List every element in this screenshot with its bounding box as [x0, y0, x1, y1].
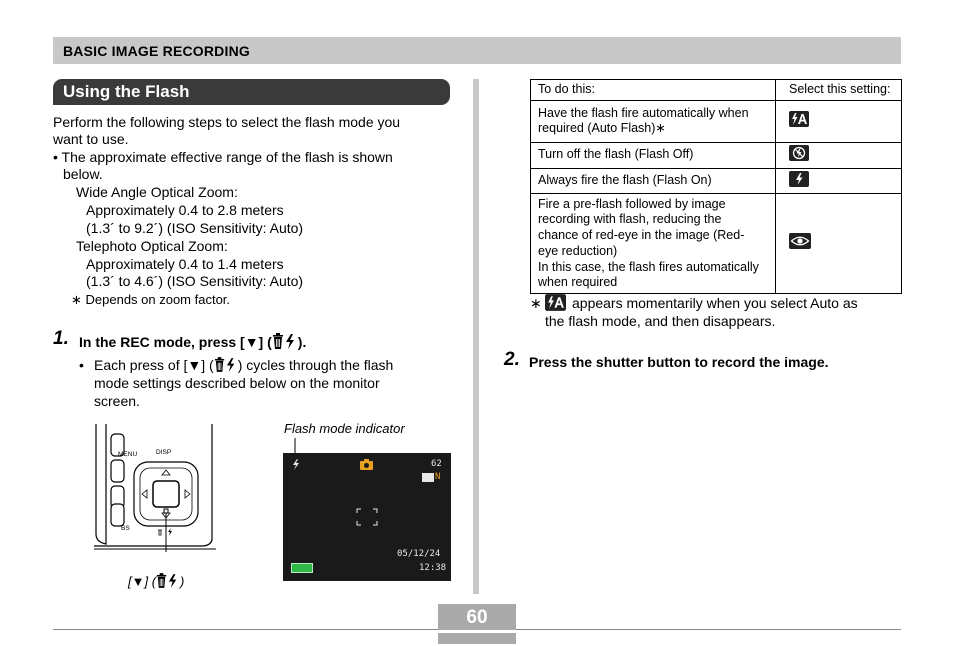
date-display: 05/12/24: [397, 549, 441, 559]
camera-back-illustration: [92, 422, 220, 552]
monitor-screen: [283, 453, 451, 581]
tele-label: Telephoto Optical Zoom:: [76, 238, 228, 254]
intro-line-2: want to use.: [53, 131, 129, 147]
shots-remaining: 62: [431, 459, 442, 469]
section-title-bar: [53, 79, 450, 105]
page-number-box: [438, 604, 516, 644]
intro-line-1: Perform the following steps to select the flash mode you: [53, 114, 401, 130]
row-4-line-6: when required: [538, 275, 618, 290]
header-bar: [53, 37, 901, 64]
row-4-line-3: chance of red-eye in the image (Red-: [538, 228, 745, 243]
flash-on-indicator-icon: [292, 459, 300, 470]
table-cell-setting: [776, 100, 902, 142]
zoom-note: ∗ Depends on zoom factor.: [71, 292, 231, 307]
column-divider: [473, 79, 479, 594]
row-4-line-1: Fire a pre-flash followed by image: [538, 196, 726, 211]
menu-label: MENU: [118, 451, 138, 458]
row-4-line-2: recording with flash, reducing the: [538, 212, 722, 227]
bs-label: BS: [121, 525, 130, 532]
bullet-line-1-before: Each press of [▼] (: [94, 357, 214, 373]
wide-range-2: (1.3´ to 9.2´) (ISO Sensitivity: Auto): [86, 220, 304, 236]
table-cell-setting: [776, 168, 902, 194]
monitor-caption: Flash mode indicator: [284, 421, 405, 436]
table-cell-desc: Always fire the flash (Flash On): [531, 168, 776, 194]
button-caption: [128, 573, 184, 589]
step-1-text-after: ).: [297, 334, 307, 350]
step-1-bullet-line-3: screen.: [94, 393, 140, 409]
table-cell-desc: Turn off the flash (Flash Off): [531, 142, 776, 168]
footnote-line-1: appears momentarily when you select Auto as: [572, 295, 858, 311]
page-number-bottom: [438, 633, 516, 644]
flash-off-icon: [789, 145, 809, 161]
time-display: 12:38: [419, 563, 447, 573]
step-1-text-before: In the REC mode, press [▼] (: [79, 334, 272, 350]
flash-on-icon: [789, 171, 809, 187]
flash-mode-table: [530, 79, 902, 294]
row-1-line-1: Have the flash fire automatically when: [538, 105, 749, 120]
trash-flash-icon: [156, 573, 180, 589]
step-1-number: 1.: [53, 328, 69, 349]
table-cell-desc: [531, 100, 776, 142]
intro-bullet-1: • The approximate effective range of the flash is shown: [53, 149, 393, 165]
intro-bullet-2: below.: [63, 166, 103, 182]
focus-frame-icon: [356, 508, 378, 526]
tele-range: Approximately 0.4 to 1.4 meters: [86, 256, 284, 272]
table-cell-desc: [531, 194, 776, 294]
header-title: BASIC IMAGE RECORDING: [63, 43, 250, 59]
section-title: Using the Flash: [63, 82, 190, 101]
trash-flash-icon: [272, 333, 298, 350]
red-eye-icon: [789, 233, 811, 249]
tele-range-2: (1.3´ to 4.6´) (ISO Sensitivity: Auto): [86, 273, 304, 289]
page-number: 60: [466, 607, 488, 628]
wide-range: Approximately 0.4 to 2.8 meters: [86, 202, 284, 218]
step-1-bullet-mark: •: [79, 357, 84, 373]
step-1-bullet-line-1: [94, 357, 393, 374]
button-caption-after: ): [180, 574, 185, 589]
table-cell-setting: [776, 142, 902, 168]
table-header-row: [531, 80, 902, 101]
step-2-text: Press the shutter button to record the image.: [529, 354, 829, 370]
table-header-left: To do this:: [531, 80, 776, 101]
image-size-icon: [422, 473, 434, 482]
bullet-line-1-after: ) cycles through the flash: [237, 357, 394, 373]
footnote-line-2: the flash mode, and then disappears.: [545, 313, 776, 329]
wide-label: Wide Angle Optical Zoom:: [76, 184, 238, 200]
table-row: [531, 194, 902, 294]
auto-flash-icon: [545, 294, 566, 311]
trash-flash-icon: [214, 357, 238, 373]
table-row: [531, 142, 902, 168]
battery-icon: [291, 563, 313, 573]
table-row: [531, 168, 902, 194]
step-2-number: 2.: [504, 349, 520, 370]
footnote-star: ∗: [530, 295, 542, 311]
table-cell-setting: [776, 194, 902, 294]
table-header-right: Select this setting:: [776, 80, 902, 101]
auto-flash-icon: [789, 111, 809, 127]
button-caption-before: [▼] (: [128, 574, 157, 589]
table-row: [531, 100, 902, 142]
quality-indicator: N: [435, 472, 441, 482]
row-4-line-4: eye reduction): [538, 243, 618, 258]
disp-label: DISP: [156, 449, 172, 456]
camera-mode-icon: [360, 459, 373, 470]
row-1-line-2: required (Auto Flash)∗: [538, 121, 666, 136]
step-1-bullet-line-2: mode settings described below on the monitor: [94, 375, 380, 391]
step-1-text: [79, 333, 306, 350]
row-4-line-5: In this case, the flash fires automatically: [538, 259, 759, 274]
